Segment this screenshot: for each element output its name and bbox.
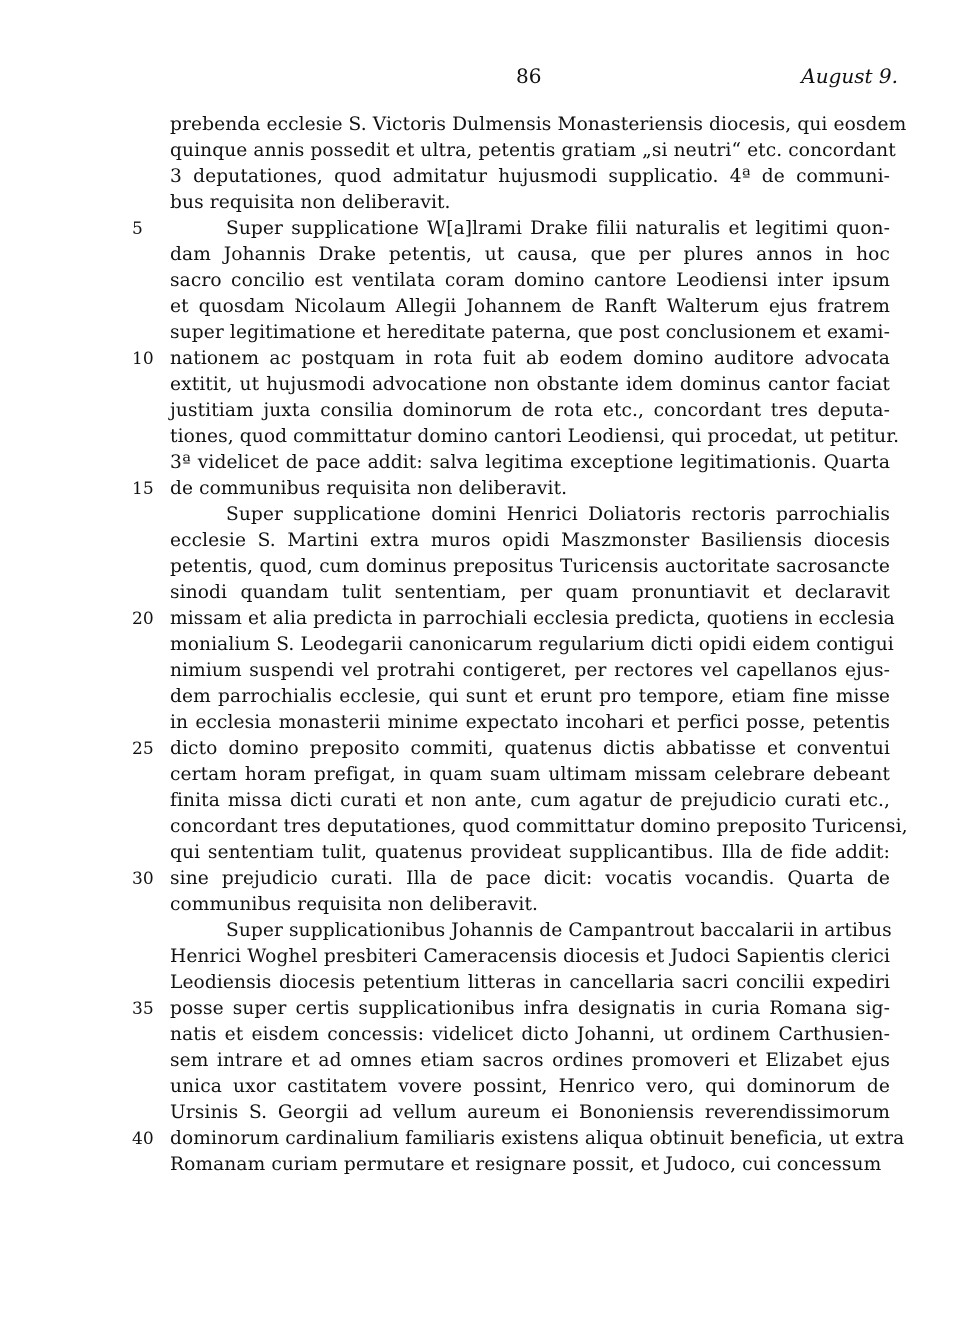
line-text: Super supplicatione W[a]lrami Drake filii naturalis et legitimi quon- bbox=[226, 218, 890, 239]
line-text: extitit, ut hujusmodi advocatione non obstante idem dominus cantor faciat bbox=[170, 374, 890, 395]
text-line bbox=[0, 1074, 960, 1100]
line-text: dam Johannis Drake petentis, ut causa, que per plures annos in hoc bbox=[170, 244, 890, 265]
text-line bbox=[0, 502, 960, 528]
text-line bbox=[0, 658, 960, 684]
page-number: 86 bbox=[516, 64, 542, 88]
text-line bbox=[0, 216, 960, 242]
line-text: sine prejudicio curati. Illa de pace dicit: vocatis vocandis. Quarta de bbox=[170, 868, 890, 889]
text-line bbox=[0, 996, 960, 1022]
line-text: certam horam prefigat, in quam suam ultimam missam celebrare debeant bbox=[170, 764, 890, 785]
text-line bbox=[0, 190, 960, 216]
line-text: nationem ac postquam in rota fuit ab eodem domino auditore advocata bbox=[170, 348, 890, 369]
line-text: finita missa dicti curati et non ante, cum agatur de prejudicio curati etc., bbox=[170, 790, 890, 811]
text-line bbox=[0, 294, 960, 320]
text-line bbox=[0, 346, 960, 372]
text-line bbox=[0, 606, 960, 632]
text-line bbox=[0, 528, 960, 554]
line-text: monialium S. Leodegarii canonicarum regularium dicti opidi eidem contigui bbox=[170, 634, 894, 655]
line-text: sinodi quandam tulit sententiam, per quam pronuntiavit et declaravit bbox=[170, 582, 890, 603]
line-number: 40 bbox=[132, 1129, 154, 1149]
text-line bbox=[0, 970, 960, 996]
text-line bbox=[0, 398, 960, 424]
line-text: Super supplicationibus Johannis de Campantrout baccalarii in artibus bbox=[226, 920, 892, 941]
text-line bbox=[0, 320, 960, 346]
text-line bbox=[0, 918, 960, 944]
text-line bbox=[0, 424, 960, 450]
line-text: prebenda ecclesie S. Victoris Dulmensis Monasteriensis diocesis, qui eosdem bbox=[170, 114, 907, 135]
text-line bbox=[0, 736, 960, 762]
line-text: justitiam juxta consilia dominorum de rota etc., concordant tres deputa- bbox=[170, 400, 890, 421]
line-text: Romanam curiam permutare et resignare possit, et Judoco, cui concessum bbox=[170, 1154, 882, 1175]
line-number: 20 bbox=[132, 609, 154, 629]
text-line bbox=[0, 1048, 960, 1074]
text-line bbox=[0, 1022, 960, 1048]
text-line bbox=[0, 1126, 960, 1152]
line-text: quinque annis possedit et ultra, petentis gratiam „si neutri“ etc. concordant bbox=[170, 140, 896, 161]
line-text: sem intrare et ad omnes etiam sacros ordines promoveri et Elizabet ejus bbox=[170, 1050, 890, 1071]
line-text: Ursinis S. Georgii ad vellum aureum ei Bononiensis reverendissimorum bbox=[170, 1102, 890, 1123]
line-text: dicto domino preposito commiti, quatenus dictis abbatisse et conventui bbox=[170, 738, 890, 759]
line-text: Super supplicatione domini Henrici Doliatoris rectoris parrochialis bbox=[226, 504, 890, 525]
text-line bbox=[0, 372, 960, 398]
text-line bbox=[0, 632, 960, 658]
text-line bbox=[0, 762, 960, 788]
line-text: natis et eisdem concessis: videlicet dicto Johanni, ut ordinem Carthusien- bbox=[170, 1024, 890, 1045]
line-text: Henrici Woghel presbiteri Cameracensis diocesis et Judoci Sapientis clerici bbox=[170, 946, 890, 967]
running-title: August 9. bbox=[801, 64, 898, 88]
text-line bbox=[0, 788, 960, 814]
line-number: 30 bbox=[132, 869, 154, 889]
line-text: 3 deputationes, quod admitatur hujusmodi supplicatio. 4ª de communi- bbox=[170, 166, 890, 187]
text-line bbox=[0, 840, 960, 866]
text-line bbox=[0, 164, 960, 190]
line-text: missam et alia predicta in parrochiali ecclesia predicta, quotiens in ecclesia bbox=[170, 608, 895, 629]
line-number: 25 bbox=[132, 739, 154, 759]
text-line bbox=[0, 112, 960, 138]
line-text: dem parrochialis ecclesie, qui sunt et erunt pro tempore, etiam fine misse bbox=[170, 686, 890, 707]
line-text: sacro concilio est ventilata coram domino cantore Leodiensi inter ipsum bbox=[170, 270, 890, 291]
line-text: super legitimatione et hereditate paterna, que post conclusionem et exami- bbox=[170, 322, 890, 343]
line-text: 3ª videlicet de pace addit: salva legitima exceptione legitimationis. Quarta bbox=[170, 452, 890, 473]
line-text: dominorum cardinalium familiaris existens aliqua obtinuit beneficia, ut extra bbox=[170, 1128, 905, 1149]
text-line bbox=[0, 476, 960, 502]
line-text: unica uxor castitatem vovere possint, Henrico vero, qui dominorum de bbox=[170, 1076, 890, 1097]
line-text: petentis, quod, cum dominus prepositus Turicensis auctoritate sacrosancte bbox=[170, 556, 890, 577]
line-text: tiones, quod committatur domino cantori Leodiensi, qui procedat, ut petitur. bbox=[170, 426, 900, 447]
text-line bbox=[0, 866, 960, 892]
line-text: communibus requisita non deliberavit. bbox=[170, 894, 539, 915]
line-number: 15 bbox=[132, 479, 154, 499]
line-text: concordant tres deputationes, quod committatur domino preposito Turicensi, bbox=[170, 816, 908, 837]
text-line bbox=[0, 242, 960, 268]
page-header bbox=[0, 64, 960, 94]
text-line bbox=[0, 1152, 960, 1178]
text-line bbox=[0, 580, 960, 606]
line-number: 35 bbox=[132, 999, 154, 1019]
line-number: 10 bbox=[132, 349, 154, 369]
line-number: 5 bbox=[132, 219, 143, 239]
text-line bbox=[0, 892, 960, 918]
line-text: in ecclesia monasterii minime expectato incohari et perfici posse, petentis bbox=[170, 712, 890, 733]
text-line bbox=[0, 1100, 960, 1126]
text-line bbox=[0, 268, 960, 294]
line-text: ecclesie S. Martini extra muros opidi Maszmonster Basiliensis diocesis bbox=[170, 530, 890, 551]
text-line bbox=[0, 554, 960, 580]
line-text: posse super certis supplicationibus infra designatis in curia Romana sig- bbox=[170, 998, 890, 1019]
line-text: qui sententiam tulit, quatenus provideat supplicantibus. Illa de fide addit: bbox=[170, 842, 890, 863]
line-text: bus requisita non deliberavit. bbox=[170, 192, 451, 213]
text-line bbox=[0, 138, 960, 164]
line-text: et quosdam Nicolaum Allegii Johannem de Ranft Walterum ejus fratrem bbox=[170, 296, 890, 317]
text-line bbox=[0, 710, 960, 736]
text-line bbox=[0, 684, 960, 710]
line-text: Leodiensis diocesis petentium litteras in cancellaria sacri concilii expediri bbox=[170, 972, 890, 993]
text-line bbox=[0, 814, 960, 840]
line-text: de communibus requisita non deliberavit. bbox=[170, 478, 568, 499]
text-line bbox=[0, 944, 960, 970]
text-line bbox=[0, 450, 960, 476]
body-text bbox=[0, 112, 960, 1178]
line-text: nimium suspendi vel protrahi contigeret, per rectores vel capellanos ejus- bbox=[170, 660, 890, 681]
